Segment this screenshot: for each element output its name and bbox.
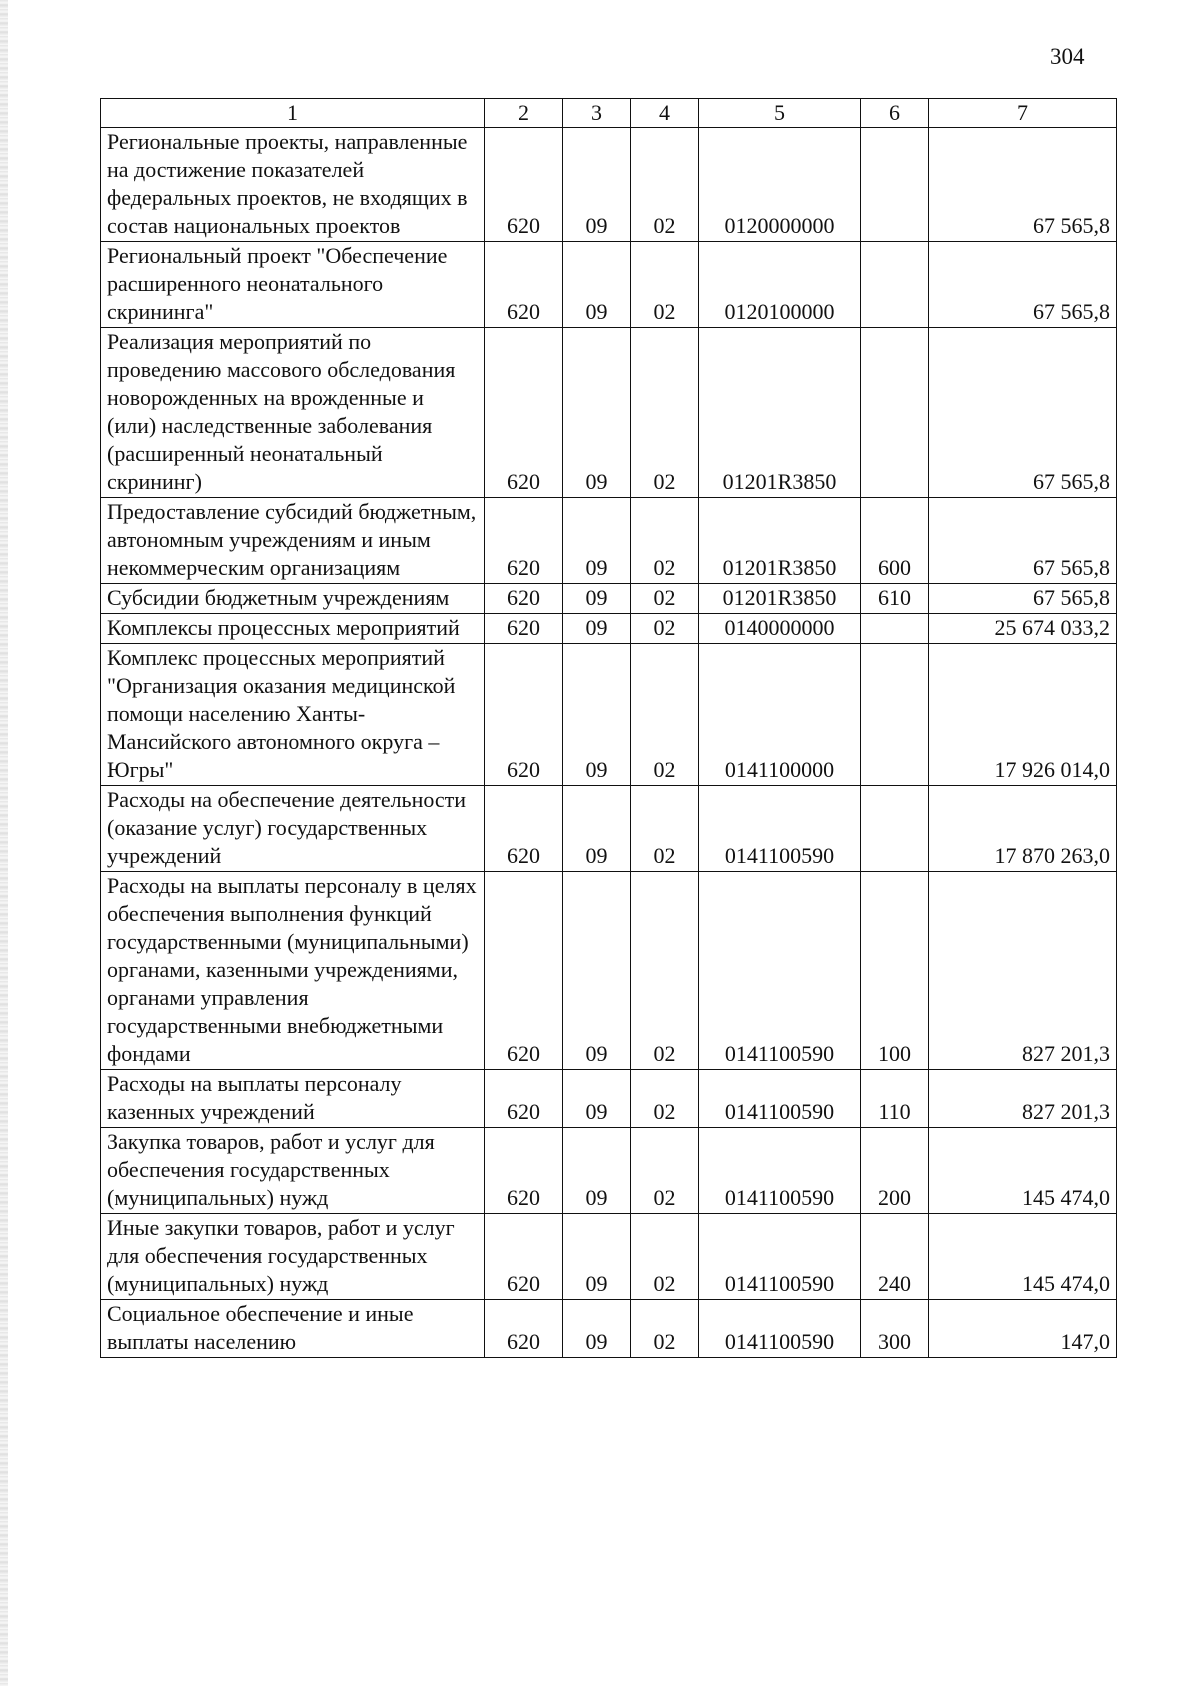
expense-type-cell: 110 (861, 1070, 929, 1128)
amount-cell: 67 565,8 (929, 128, 1117, 242)
expense-type-cell (861, 786, 929, 872)
section-code-cell: 09 (563, 1128, 631, 1214)
table-row (101, 328, 1117, 498)
amount-cell: 17 926 014,0 (929, 644, 1117, 786)
table-row (101, 1214, 1117, 1300)
subsection-code-cell: 02 (631, 328, 699, 498)
admin-code-cell: 620 (485, 1214, 563, 1300)
table-row (101, 1300, 1117, 1358)
item-name-cell: Социальное обеспечение и иные выплаты населению (101, 1300, 485, 1358)
scan-edge (0, 0, 8, 1686)
section-code-cell: 09 (563, 1214, 631, 1300)
target-article-cell: 0141100590 (699, 1128, 861, 1214)
item-name-cell: Расходы на обеспечение деятельности (оказание услуг) государственных учреждений (101, 786, 485, 872)
subsection-code-cell: 02 (631, 644, 699, 786)
target-article-cell: 0141100590 (699, 1300, 861, 1358)
table-row (101, 584, 1117, 614)
amount-cell: 67 565,8 (929, 584, 1117, 614)
section-code-cell: 09 (563, 242, 631, 328)
expense-type-cell (861, 328, 929, 498)
expense-type-cell: 240 (861, 1214, 929, 1300)
subsection-code-cell: 02 (631, 1214, 699, 1300)
subsection-code-cell: 02 (631, 584, 699, 614)
budget-table (100, 98, 1117, 1358)
item-name-cell: Субсидии бюджетным учреждениям (101, 584, 485, 614)
item-name-cell: Региональный проект "Обеспечение расширенного неонатального скрининга" (101, 242, 485, 328)
amount-cell: 25 674 033,2 (929, 614, 1117, 644)
table-row (101, 498, 1117, 584)
target-article-cell: 01201R3850 (699, 328, 861, 498)
header-cell: 3 (563, 99, 631, 128)
admin-code-cell: 620 (485, 1070, 563, 1128)
subsection-code-cell: 02 (631, 128, 699, 242)
subsection-code-cell: 02 (631, 786, 699, 872)
target-article-cell: 0140000000 (699, 614, 861, 644)
table-row (101, 872, 1117, 1070)
admin-code-cell: 620 (485, 614, 563, 644)
header-cell: 5 (699, 99, 861, 128)
subsection-code-cell: 02 (631, 242, 699, 328)
item-name-cell: Расходы на выплаты персоналу казенных учреждений (101, 1070, 485, 1128)
subsection-code-cell: 02 (631, 872, 699, 1070)
table-row (101, 242, 1117, 328)
section-code-cell: 09 (563, 1300, 631, 1358)
subsection-code-cell: 02 (631, 1300, 699, 1358)
amount-cell: 827 201,3 (929, 1070, 1117, 1128)
header-cell: 2 (485, 99, 563, 128)
admin-code-cell: 620 (485, 498, 563, 584)
table-row (101, 1128, 1117, 1214)
expense-type-cell (861, 242, 929, 328)
target-article-cell: 0141100590 (699, 872, 861, 1070)
section-code-cell: 09 (563, 328, 631, 498)
amount-cell: 67 565,8 (929, 498, 1117, 584)
expense-type-cell (861, 128, 929, 242)
item-name-cell: Реализация мероприятий по проведению массового обследования новорожденных на врожденные и (или) наследственные заболевания (расширенный неонатальный скрининг) (101, 328, 485, 498)
section-code-cell: 09 (563, 498, 631, 584)
item-name-cell: Расходы на выплаты персоналу в целях обеспечения выполнения функций государственными (муниципальными) органами, казенными учреждениями, органами управления государственными внебюджетными фондами (101, 872, 485, 1070)
amount-cell: 827 201,3 (929, 872, 1117, 1070)
expense-type-cell (861, 614, 929, 644)
admin-code-cell: 620 (485, 872, 563, 1070)
target-article-cell: 0141100590 (699, 1070, 861, 1128)
admin-code-cell: 620 (485, 1300, 563, 1358)
admin-code-cell: 620 (485, 128, 563, 242)
table-row (101, 128, 1117, 242)
section-code-cell: 09 (563, 128, 631, 242)
section-code-cell: 09 (563, 872, 631, 1070)
target-article-cell: 01201R3850 (699, 584, 861, 614)
expense-type-cell: 100 (861, 872, 929, 1070)
admin-code-cell: 620 (485, 644, 563, 786)
table-row (101, 1070, 1117, 1128)
item-name-cell: Комплексы процессных мероприятий (101, 614, 485, 644)
amount-cell: 145 474,0 (929, 1214, 1117, 1300)
target-article-cell: 0141100590 (699, 786, 861, 872)
amount-cell: 17 870 263,0 (929, 786, 1117, 872)
subsection-code-cell: 02 (631, 1128, 699, 1214)
section-code-cell: 09 (563, 584, 631, 614)
header-cell: 6 (861, 99, 929, 128)
header-cell: 4 (631, 99, 699, 128)
admin-code-cell: 620 (485, 242, 563, 328)
subsection-code-cell: 02 (631, 1070, 699, 1128)
item-name-cell: Комплекс процессных мероприятий "Организация оказания медицинской помощи населению Ханты-Мансийского автономного округа – Югры" (101, 644, 485, 786)
target-article-cell: 01201R3850 (699, 498, 861, 584)
item-name-cell: Иные закупки товаров, работ и услуг для обеспечения государственных (муниципальных) нужд (101, 1214, 485, 1300)
item-name-cell: Закупка товаров, работ и услуг для обеспечения государственных (муниципальных) нужд (101, 1128, 485, 1214)
admin-code-cell: 620 (485, 786, 563, 872)
item-name-cell: Предоставление субсидий бюджетным, автономным учреждениям и иным некоммерческим организациям (101, 498, 485, 584)
header-cell: 1 (101, 99, 485, 128)
section-code-cell: 09 (563, 1070, 631, 1128)
target-article-cell: 0120100000 (699, 242, 861, 328)
header-cell: 7 (929, 99, 1117, 128)
table-row (101, 614, 1117, 644)
expense-type-cell (861, 644, 929, 786)
amount-cell: 67 565,8 (929, 328, 1117, 498)
expense-type-cell: 600 (861, 498, 929, 584)
item-name-cell: Региональные проекты, направленные на достижение показателей федеральных проектов, не входящих в состав национальных проектов (101, 128, 485, 242)
table-row (101, 644, 1117, 786)
amount-cell: 147,0 (929, 1300, 1117, 1358)
expense-type-cell: 610 (861, 584, 929, 614)
amount-cell: 145 474,0 (929, 1128, 1117, 1214)
admin-code-cell: 620 (485, 1128, 563, 1214)
subsection-code-cell: 02 (631, 498, 699, 584)
amount-cell: 67 565,8 (929, 242, 1117, 328)
table-row (101, 786, 1117, 872)
subsection-code-cell: 02 (631, 614, 699, 644)
section-code-cell: 09 (563, 644, 631, 786)
expense-type-cell: 200 (861, 1128, 929, 1214)
page-number: 304 (1050, 44, 1085, 69)
admin-code-cell: 620 (485, 584, 563, 614)
target-article-cell: 0141100590 (699, 1214, 861, 1300)
section-code-cell: 09 (563, 786, 631, 872)
target-article-cell: 0120000000 (699, 128, 861, 242)
target-article-cell: 0141100000 (699, 644, 861, 786)
header-row (101, 99, 1117, 128)
section-code-cell: 09 (563, 614, 631, 644)
admin-code-cell: 620 (485, 328, 563, 498)
expense-type-cell: 300 (861, 1300, 929, 1358)
